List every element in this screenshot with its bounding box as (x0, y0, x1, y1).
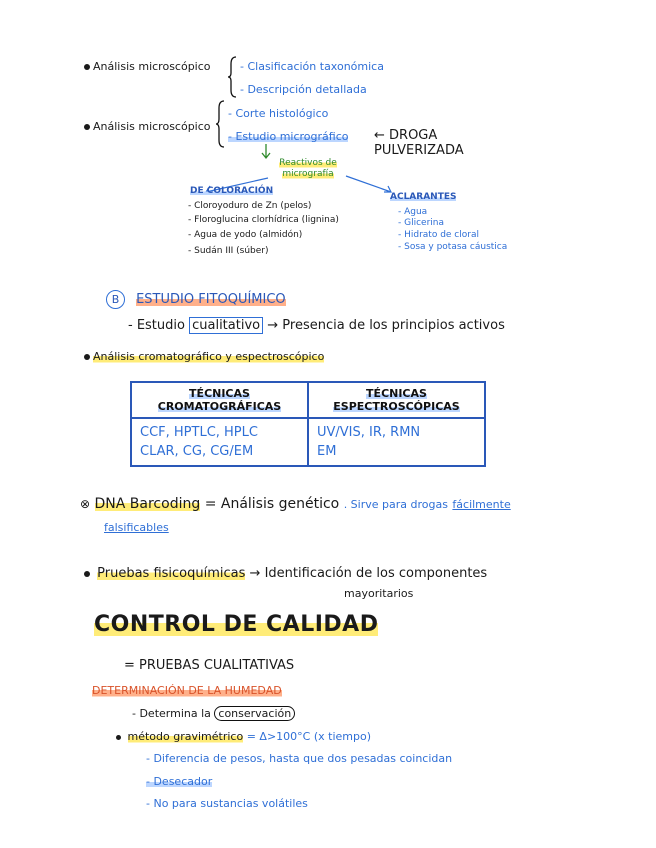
section-b-heading (106, 288, 286, 309)
droga-pulverizada: ← DROGA PULVERIZADA (374, 128, 464, 158)
section-title: ESTUDIO FITOQUÍMICO (136, 292, 286, 307)
brace-icon (228, 56, 238, 98)
brace-icon (216, 100, 226, 148)
bullet-icon (84, 354, 90, 360)
techniques-table (130, 381, 486, 467)
estudio-suffix: → Presencia de los principios activos (267, 318, 505, 333)
bullet-icon (116, 735, 121, 740)
dna-eq: = Análisis genético (204, 496, 340, 512)
control-title-text: CONTROL DE CALIDAD (94, 612, 379, 637)
aclarantes-item-4: - Sosa y potasa cáustica (398, 242, 508, 252)
aclarantes-item-2: - Glicerina (398, 218, 444, 228)
item-descripcion: - Descripción detallada (240, 83, 367, 96)
humedad-heading (92, 684, 282, 697)
crom-line-2: CLAR, CG, CG/EM (140, 444, 254, 459)
coloracion-item-4: - Sudán III (súber) (188, 246, 269, 256)
table-header-cell (308, 382, 485, 418)
determina-line (132, 707, 295, 720)
coloracion-text: DE COLORACIÓN (190, 186, 274, 196)
bullet-icon (84, 64, 90, 70)
bullet-icon (84, 571, 90, 577)
dna-desc-2: falsificables (104, 521, 169, 534)
espec-line-1: UV/VIS, IR, RMN (317, 425, 421, 440)
item-corte: - Corte histológico (228, 107, 329, 120)
metodo-item-2 (146, 775, 212, 788)
reactivos-text: Reactivos de micrografía (279, 158, 337, 179)
aclarantes-item-3: - Hidrato de cloral (398, 230, 479, 240)
control-sub: = PRUEBAS CUALITATIVAS (124, 658, 295, 673)
head-espec: TÉCNICAS ESPECTROSCÓPICAS (333, 387, 460, 413)
table-header-cell (131, 382, 308, 418)
cualitativo-box: cualitativo (189, 317, 263, 334)
aclarantes-text: ACLARANTES (390, 192, 457, 202)
head-crom: TÉCNICAS CROMATOGRÁFICAS (157, 387, 282, 413)
pruebas-title: Pruebas fisicoquímicas (97, 566, 246, 581)
item-estudio (228, 130, 348, 143)
coloracion-item-2: - Floroglucina clorhídrica (lignina) (188, 215, 339, 225)
analysis-label: Análisis microscópico (93, 60, 211, 73)
desecador-text: - Desecador (146, 775, 213, 788)
aclarantes-title (390, 192, 456, 202)
coloracion-title (190, 186, 273, 196)
analysis-label: Análisis microscópico (93, 120, 211, 133)
aclarantes-item-1: - Agua (398, 207, 428, 217)
determina-prefix: - Determina la (132, 707, 211, 720)
estudio-micrografico: - Estudio micrográfico (228, 130, 349, 143)
table-row (131, 418, 485, 466)
metodo-cond: = Δ>100°C (x tiempo) (246, 730, 371, 743)
humedad-text: DETERMINACIÓN DE LA HUMEDAD (92, 684, 282, 697)
arrow-right-icon: → (249, 566, 261, 581)
pruebas-line (84, 566, 487, 581)
control-title (94, 612, 378, 637)
coloracion-item-1: - Cloroyoduro de Zn (pelos) (188, 201, 312, 211)
circled-x-icon: ⊗ (80, 497, 91, 511)
cromatografico-text: Análisis cromatográfico y espectroscópico (93, 350, 325, 363)
metodo-title: método gravimétrico (127, 730, 244, 743)
bullet-icon (84, 124, 90, 130)
conservacion-circled: conservación (214, 706, 295, 721)
metodo-line (116, 730, 371, 743)
dna-desc: . Sirve para drogas (343, 498, 448, 511)
item-clasificacion: - Clasificación taxonómica (240, 60, 384, 73)
cromatografico-line (84, 350, 324, 363)
dna-desc-underlined: fácilmente (452, 498, 511, 511)
metodo-item-3: - No para sustancias volátiles (146, 797, 308, 810)
dna-title: DNA Barcoding (94, 496, 201, 512)
table-cell (131, 418, 308, 466)
estudio-prefix: - Estudio (128, 318, 185, 333)
analysis-line-1 (84, 60, 211, 73)
coloracion-item-3: - Agua de yodo (almidón) (188, 230, 303, 240)
table-header-row (131, 382, 485, 418)
pruebas-desc: Identificación de los componentes (264, 566, 488, 581)
table-cell (308, 418, 485, 466)
crom-line-1: CCF, HPTLC, HPLC (140, 425, 258, 440)
espec-line-2: EM (317, 444, 337, 459)
analysis-line-2 (84, 120, 211, 133)
pruebas-desc-2: mayoritarios (344, 587, 414, 600)
estudio-cualitativo-line (128, 318, 505, 333)
metodo-item-1: - Diferencia de pesos, hasta que dos pesadas coincidan (146, 752, 453, 765)
section-letter: B (106, 290, 125, 309)
dna-line (80, 496, 511, 512)
